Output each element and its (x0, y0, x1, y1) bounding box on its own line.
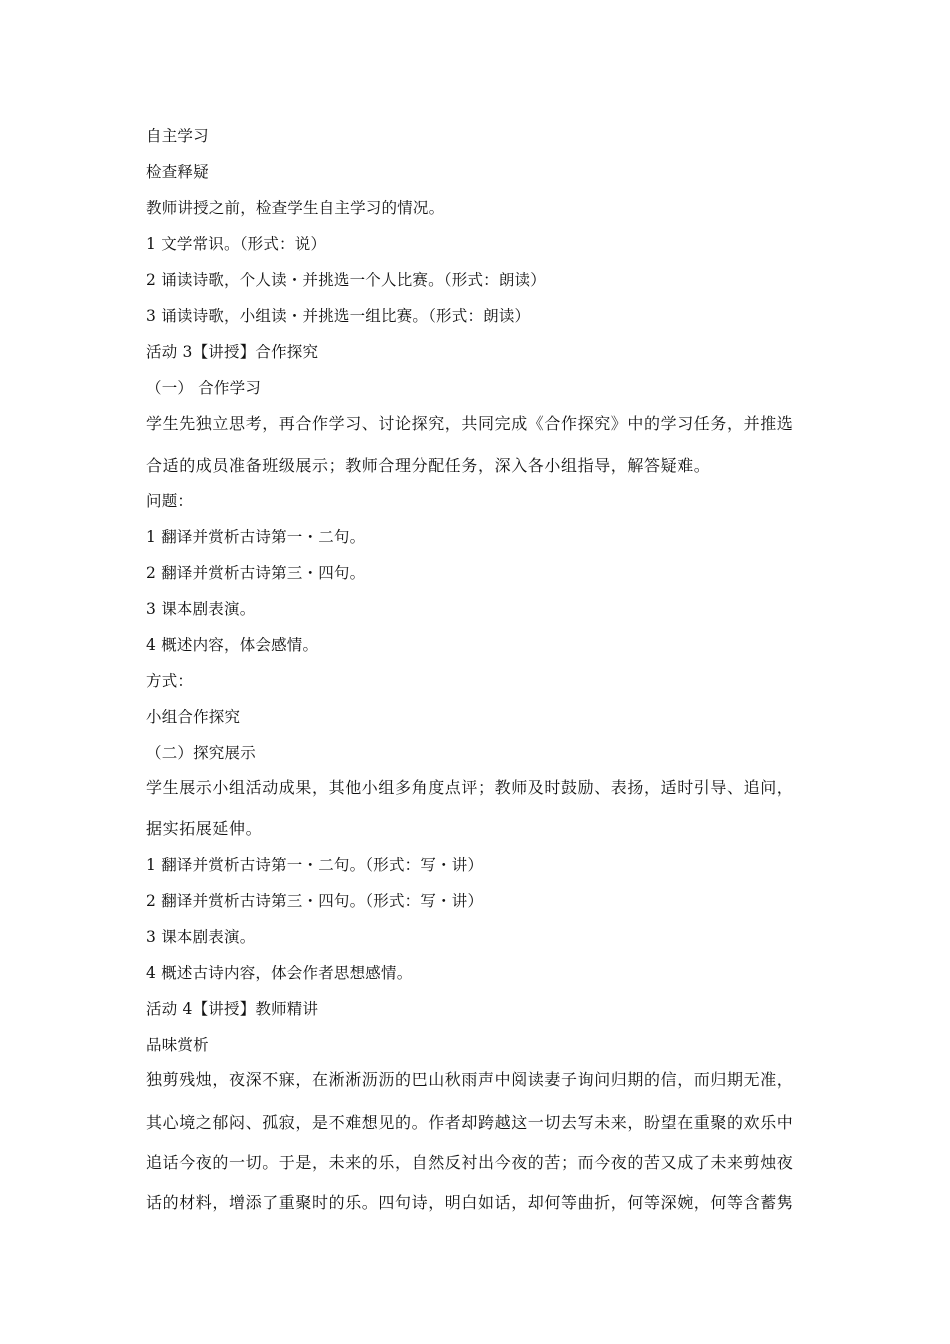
list-item: 2 翻译并赏析古诗第三・四句。 (146, 564, 366, 582)
list-item: 4 概述古诗内容，体会作者思想感情。 (146, 964, 413, 982)
paragraph-line: 据实拓展延伸。 (146, 819, 263, 838)
list-item: 1 文学常识。（形式：说） (146, 235, 327, 253)
heading-check: 检查释疑 (146, 163, 209, 181)
heading-self-study: 自主学习 (146, 127, 209, 145)
list-item: 2 翻译并赏析古诗第三・四句。（形式：写・讲） (146, 892, 484, 910)
activity-heading: 活动 4【讲授】教师精讲 (146, 1000, 319, 1018)
paragraph-line: 独剪残烛，夜深不寐，在淅淅沥沥的巴山秋雨声中阅读妻子询问归期的信，而归期无准， (146, 1070, 794, 1089)
paragraph-line: 学生展示小组活动成果，其他小组多角度点评；教师及时鼓励、表扬，适时引导、追问， (146, 778, 794, 797)
label-questions: 问题： (146, 492, 194, 510)
activity-heading: 活动 3【讲授】合作探究 (146, 343, 319, 361)
list-item: 3 诵读诗歌，小组读・并挑选一组比赛。（形式：朗读） (146, 307, 531, 325)
paragraph-line: 其心境之郁闷、孤寂，是不难想见的。作者却跨越这一切去写未来，盼望在重聚的欢乐中 (146, 1113, 794, 1132)
list-item: 2 诵读诗歌，个人读・并挑选一个人比赛。（形式：朗读） (146, 271, 546, 289)
list-item: 3 课本剧表演。 (146, 600, 256, 618)
list-item: 1 翻译并赏析古诗第一・二句。 (146, 528, 366, 546)
section-heading: （一） 合作学习 (146, 379, 262, 397)
list-item: 1 翻译并赏析古诗第一・二句。（形式：写・讲） (146, 856, 484, 874)
label-method: 方式： (146, 672, 194, 690)
text-line: 小组合作探究 (146, 708, 241, 726)
text-line: 教师讲授之前，检查学生自主学习的情况。 (146, 199, 445, 217)
paragraph-line: 话的材料，增添了重聚时的乐。四句诗，明白如话，却何等曲折，何等深婉，何等含蓄隽 (146, 1193, 794, 1212)
paragraph-line: 合适的成员准备班级展示；教师合理分配任务，深入各小组指导，解答疑难。 (146, 456, 711, 475)
heading-appreciation: 品味赏析 (146, 1036, 209, 1054)
paragraph-line: 学生先独立思考，再合作学习、讨论探究，共同完成《合作探究》中的学习任务，并推选 (146, 414, 794, 433)
paragraph-line: 追话今夜的一切。于是，未来的乐，自然反衬出今夜的苦；而今夜的苦又成了未来剪烛夜 (146, 1153, 794, 1172)
section-heading: （二）探究展示 (146, 744, 256, 762)
list-item: 4 概述内容，体会感情。 (146, 636, 319, 654)
list-item: 3 课本剧表演。 (146, 928, 256, 946)
